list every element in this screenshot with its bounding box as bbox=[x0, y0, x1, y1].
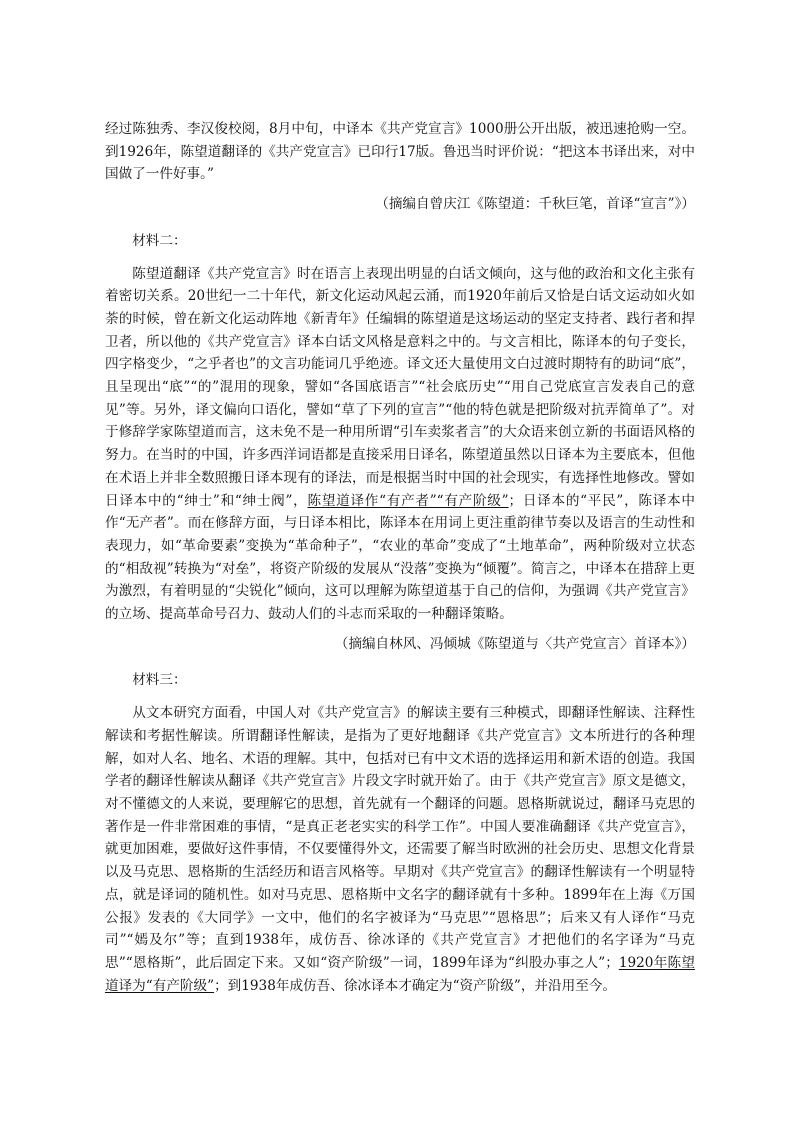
material-3-text-b: ；到1938年成仿吾、徐冰译本才确定为“资产阶级”，并沿用至今。 bbox=[214, 977, 616, 994]
source-citation-2: （摘编自林风、冯倾城《陈望道与〈共产党宣言〉首译本》） bbox=[334, 635, 695, 652]
material-2-text-b: ；日译本的“平民”，陈译本中作“无产者”。而在修辞方面，与日译本相比，陈译本在用词上更注重韵律节奏以及语言的生动性和表现力，如“革命要素”变换为“革命种子”，“农业的革命”变成了“土地革命”，两种阶级对立状态的“相敌视”转换为“对垒”，将资产阶级的发展从“没落”变换为“倾覆”。简言之，中译本在措辞上更为激烈，有着明显的“尖锐化”倾向，这可以理解为陈望道基于自己的信仰，为强调《共产党宣言》的立场、提高革命号召力、鼓动人们的斗志而采取的一种翻译策略。 bbox=[105, 492, 695, 623]
material-3-heading: 材料三： bbox=[132, 672, 187, 689]
intro-paragraph: 经过陈独秀、李汉俊校阅，8月中旬，中译本《共产党宣言》1000册公开出版，被迅速抢购一空。到1926年，陈望道翻译的《共产党宣言》已印行17版。鲁迅当时评价说：“把这本书译出来，对中国做了一件好事。” bbox=[105, 121, 695, 183]
material-2-underlined-phrase: 陈望道译作“有产者”“有产阶级” bbox=[307, 492, 509, 509]
source-citation-1: （摘编自曾庆江《陈望道：千秋巨笔，首译“宣言”》） bbox=[375, 196, 695, 213]
material-3-paragraph bbox=[105, 702, 695, 997]
material-3-text-a: 从文本研究方面看，中国人对《共产党宣言》的解读主要有三种模式，即翻译性解读、注释性解读和考据性解读。所谓翻译性解读，是指为了更好地翻译《共产党宣言》文本所进行的各种理解，如对人名、地名、术语的理解。其中，包括对已有中文术语的选择运用和新术语的创造。我国学者的翻译性解读从翻译《共产党宣言》片段文字时就开始了。由于《共产党宣言》原文是德文，对不懂德文的人来说，要理解它的思想，首先就有一个翻译的问题。恩格斯就说过，翻译马克思的著作是一件非常困难的事情，“是真正老老实实的科学工作”。中国人要准确翻译《共产党宣言》，就更加困难，要做好这件事情，不仅要懂得外文，还需要了解当时欧洲的社会历史、思想文化背景以及马克思、恩格斯的生活经历和语言风格等。早期对《共产党宣言》的翻译性解读有一个明显特点，就是译词的随机性。如对马克思、恩格斯中文名字的翻译就有十多种。1899年在上海《万国公报》发表的《大同学》一文中，他们的名字被译为“马克思”“恩格思”；后来又有人译作“马克司”“嫣及尔”等；直到1938年，成仿吾、徐冰译的《共产党宣言》才把他们的名字译为“马克思”“恩格斯”，此后固定下来。又如“资产阶级”一词，1899年译为“纠股办事之人”； bbox=[105, 705, 695, 971]
document-page bbox=[105, 118, 695, 997]
material-2-text-a: 陈望道翻译《共产党宣言》时在语言上表现出明显的白话文倾向，这与他的政治和文化主张有着密切关系。20世纪一二十年代，新文化运动风起云涌，而1920年前后又恰是白话文运动如火如荼的时候，曾在新文化运动阵地《新青年》任编辑的陈望道是这场运动的坚定支持者、践行者和捍卫者，所以他的《共产党宣言》译本白话文风格是意料之中的。与文言相比，陈译本的句子变长，四字格变少，“之乎者也”的文言功能词几乎绝迹。译文还大量使用文白过渡时期特有的助词“底”，且呈现出“底”“的”混用的现象，譬如“各国底语言”“社会底历史”“用自己党底宣言发表自己的意见”等。另外，译文偏向口语化，譬如“草了下列的宣言”“他的特色就是把阶级对抗弄简单了”。对于修辞学家陈望道而言，这未免不是一种用所谓“引车卖浆者言”的大众语来创立新的书面语风格的努力。在当时的中国，许多西洋词语都是直接采用日译名，陈望道虽然以日译本为主要底本，但他在术语上并非全数照搬日译本现有的译法，而是根据当时中国的社会现实，有选择性地修改。譬如日译本中的“绅士”和“绅士阀”， bbox=[105, 265, 695, 509]
material-2-paragraph bbox=[105, 263, 695, 626]
material-2-heading: 材料二： bbox=[132, 232, 187, 249]
material-3-underlined-phrase: 1920年陈望道译为“有产阶级” bbox=[105, 954, 695, 994]
